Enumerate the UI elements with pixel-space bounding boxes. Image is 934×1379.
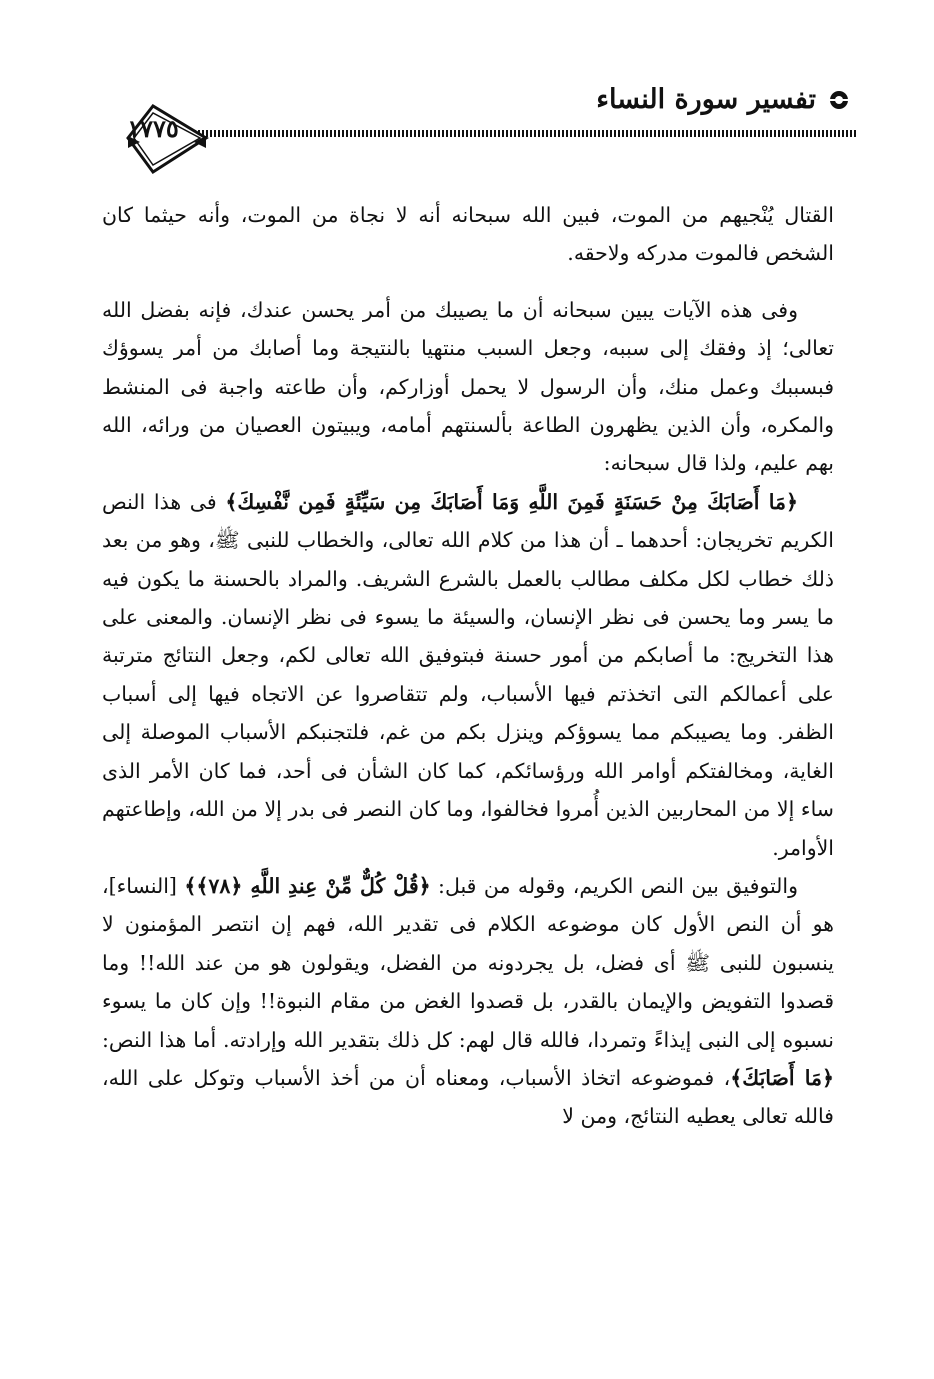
- quran-verse: ﴿مَا أَصَابَكَ مِنْ حَسَنَةٍ فَمِنَ اللَّهِ وَمَا أَصَابَكَ مِن سَيِّئَةٍ فَمِن نَّفْسِكَ﴾: [225, 489, 798, 514]
- page-header: [40, 78, 860, 168]
- page-title: تفسير سورة النساء: [596, 84, 816, 115]
- header-rule: [162, 130, 856, 137]
- page-number: ١٧٧٥: [127, 114, 179, 143]
- paragraph-3: [102, 483, 834, 867]
- quran-verse: ﴿قُلْ كُلٌّ مِّنْ عِندِ اللَّهِ ﴿٧٨﴾﴾: [184, 873, 431, 898]
- paragraph-2: وفى هذه الآيات يبين سبحانه أن ما يصيبك من أمر يحسن عندك، فإنه بفضل الله تعالى؛ إذ وفقك إلى سببه، وجعل السبب منتهيا بالنتيجة وما أصابك من أمر يسوؤك فبسببك وعمل منك، وأن الرسول لا يحمل أوزاركم، وأن طاعته واجبة فى المنشط والمكره، وأن الذين يظهرون الطاعة بألسنتهم أمامه، ويبيتون العصيان من ورائه، الله بهم عليم، ولذا قال سبحانه:: [102, 297, 834, 476]
- paragraph-text: والتوفيق بين النص الكريم، وقوله من قبل:: [430, 873, 798, 898]
- paragraph-1: القتال يُنْجيهم من الموت، فبين الله سبحانه أنه لا نجاة من الموت، وأنه حيثما كان الشخص فالموت مدركه ولاحقه.: [102, 203, 834, 266]
- page-body: [102, 196, 834, 1136]
- paragraph-4: [102, 867, 834, 1136]
- title-group: [596, 84, 850, 115]
- paragraph-text: [النساء]، هو أن النص الأول كان موضوعه الكلام فى تقدير الله، فهم إن انتصر المؤمنون لا ينسبون للنبى ﷺ أى فضل، بل يجردونه من الفضل، ويقولون هو من عند الله!! وما قصدوا التفويض والإيمان بالقدر، بل قصدوا الغض من مقام النبوة!! وإن كان ما يسوء نسبوه إلى النبى إيذاءً وتمردا، فالله قال لهم: كل ذلك بتقدير الله وإرادته. أما هذا النص:: [102, 873, 834, 1052]
- quran-verse: ﴿مَا أَصَابَكَ﴾: [730, 1065, 834, 1090]
- paragraph-text: ، فموضوعه اتخاذ الأسباب، ومعناه أن من أخذ الأسباب وتوكل على الله، فالله تعالى يعطيه النتائج، ومن لا: [102, 1065, 834, 1129]
- ornament-icon: [828, 89, 850, 111]
- paragraph-text: فى هذا النص الكريم تخريجان: أحدهما ـ أن هذا من كلام الله تعالى، والخطاب للنبى ﷺ، وهو من بعد ذلك خطاب لكل مكلف مطالب بالعمل بالشرع الشريف. والمراد بالحسنة ما يكون فيه ما يسر وما يحسن فى نظر الإنسان، والسيئة ما يسوء فى نظر الإنسان. والمعنى على هذا التخريج: ما أصابكم من أمور حسنة فبتوفيق الله تعالى لكم، وجعل النتائج مترتبة على أعمالكم التى اتخذتم فيها الأسباب، ولم تتقاصروا عن الاتجاه فيها إلى أسباب الظفر. وما يصيبكم مما يسوؤكم وينزل بكم من غم، فلتجنبكم الأسباب الموصلة إلى الغاية، ومخالفتكم أوامر الله ورؤسائكم، كما كان الشأن فى أحد، فما كان الأمر الذى ساء إلا من المحاربين الذين أُمروا فخالفوا، وما كان النصر فى بدر إلا من الله، وإطاعتهم الأوامر.: [102, 489, 834, 860]
